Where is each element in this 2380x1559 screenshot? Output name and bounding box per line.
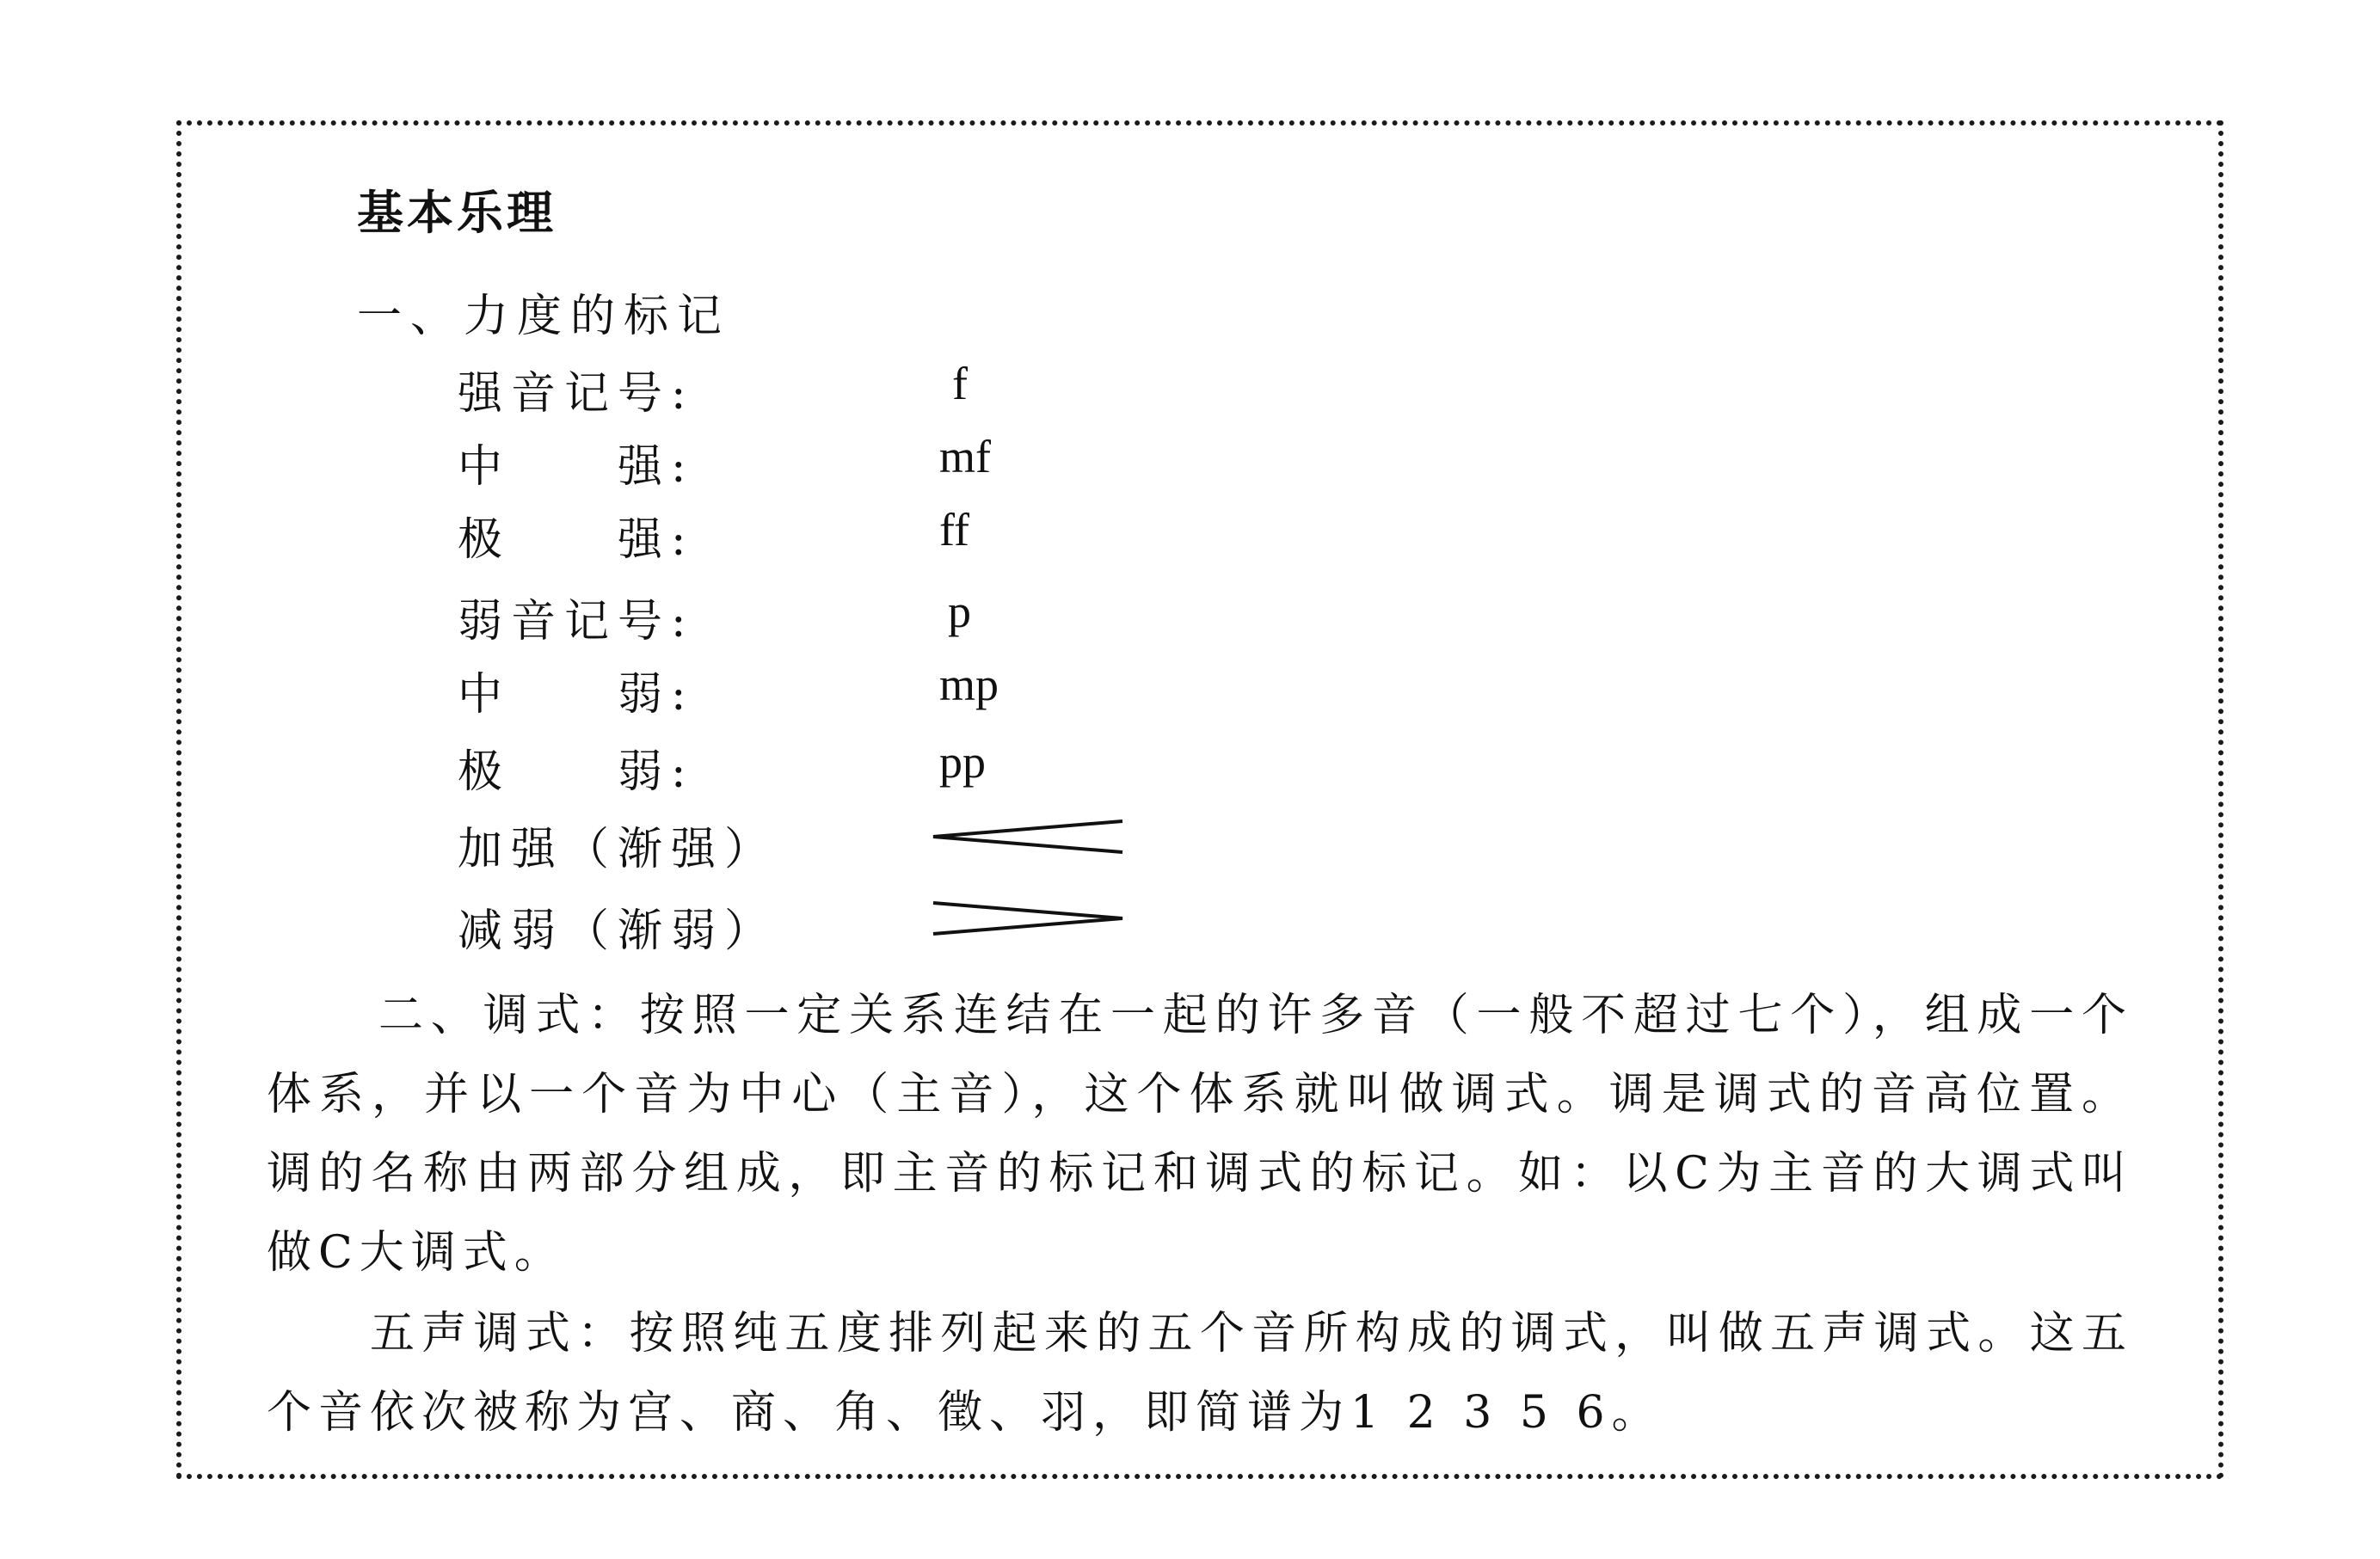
- dynamics-row-mezzo-forte: [458, 430, 1232, 493]
- dynamics-symbol: pp: [939, 736, 986, 788]
- paragraph-pentatonic-modes: 五声调式：按照纯五度排列起来的五个音所构成的调式，叫做五声调式。这五个音依次被称为宫、商、角、徵、羽，即简谱为1 2 3 5 6。: [267, 1308, 2133, 1439]
- dynamics-symbol: p: [948, 586, 971, 637]
- dynamics-symbol: mf: [939, 431, 991, 482]
- crescendo-hairpin-icon: [926, 813, 1133, 864]
- dynamics-label: 极 弱:: [458, 746, 695, 798]
- decrescendo-hairpin-icon: [926, 894, 1133, 946]
- dynamics-symbol: mp: [939, 659, 999, 710]
- dynamics-label: 极 强:: [458, 514, 695, 566]
- dynamics-label: 中 弱:: [458, 669, 695, 721]
- dynamics-row-decrescendo: [458, 894, 1232, 957]
- paragraph-modes: 二、调式：按照一定关系连结在一起的许多音（一般不超过七个），组成一个体系，并以一个音为中心（主音），这个体系就叫做调式。调是调式的音高位置。调的名称由两部分组成，即主音的标记和调式的标记。如：以C为主音的大调式叫做C大调式。: [267, 990, 2133, 1279]
- dynamics-label: 强音记号:: [458, 368, 695, 420]
- dynamics-row-crescendo: [458, 813, 1232, 873]
- dynamics-label: 减弱（渐弱）: [458, 905, 778, 957]
- dynamics-row-piano: [458, 585, 1232, 648]
- page-title: 基本乐理: [357, 186, 557, 240]
- dynamics-symbol: ff: [939, 504, 969, 555]
- dynamics-label: 弱音记号:: [458, 596, 695, 648]
- dynamics-row-mezzo-piano: [458, 658, 1232, 721]
- dynamics-label: 中 强:: [458, 441, 695, 493]
- dynamics-symbol: f: [952, 358, 968, 409]
- dynamics-row-forte: [458, 357, 1232, 420]
- dynamics-label: 加强（渐强）: [458, 824, 778, 875]
- section-heading-dynamics: 一、力度的标记: [357, 291, 731, 342]
- dynamics-row-pianissimo: [458, 735, 1232, 798]
- dynamics-row-fortissimo: [458, 503, 1232, 566]
